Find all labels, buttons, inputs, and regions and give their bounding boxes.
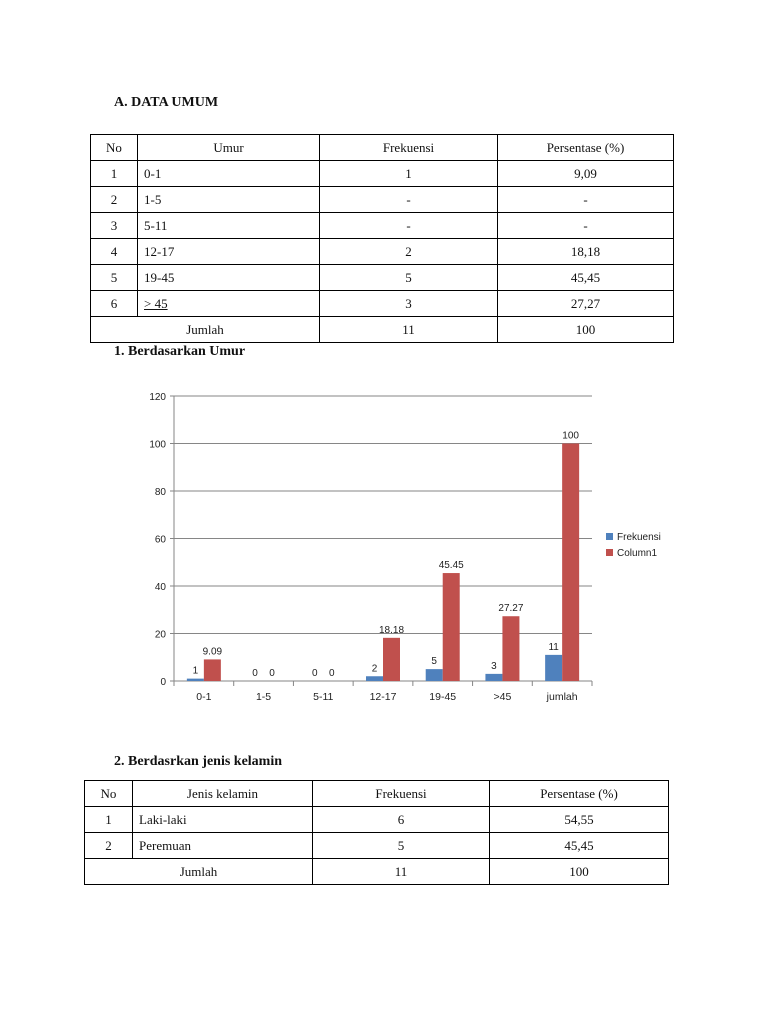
header-jenis-kelamin: Jenis kelamin	[133, 781, 313, 807]
bar-frekuensi	[187, 679, 204, 681]
legend-swatch	[606, 549, 613, 556]
cell-persentase: 18,18	[498, 239, 674, 265]
legend-label: Column1	[617, 548, 658, 559]
x-tick-label: 19-45	[429, 691, 457, 703]
y-tick-label: 120	[149, 392, 166, 403]
header-no: No	[85, 781, 133, 807]
cell-frekuensi: -	[320, 213, 498, 239]
cell-frekuensi: 5	[313, 833, 490, 859]
header-persentase: Persentase (%)	[498, 135, 674, 161]
header-no: No	[91, 135, 138, 161]
y-tick-label: 100	[149, 439, 166, 451]
data-label: 0	[252, 668, 258, 679]
cell-no: 4	[91, 239, 138, 265]
data-label: 18.18	[378, 624, 405, 636]
age-bar-chart	[140, 385, 680, 715]
cell-persentase: 45,45	[490, 833, 669, 859]
header-umur: Umur	[138, 135, 320, 161]
bar-column1	[502, 616, 519, 681]
cell-frekuensi: 6	[313, 807, 490, 833]
data-label: 9.09	[202, 646, 223, 658]
data-label: 100	[562, 430, 579, 442]
cell-umur: 1-5	[138, 187, 320, 213]
total-frekuensi: 11	[313, 859, 490, 885]
y-tick-label: 20	[154, 629, 166, 641]
cell-jenis-kelamin: Laki-laki	[133, 807, 313, 833]
table-row	[85, 833, 669, 859]
cell-umur: 5-11	[138, 213, 320, 239]
section-1-title: 1. Berdasarkan Umur	[114, 344, 246, 359]
legend-label: Frekuensi	[617, 532, 661, 543]
x-tick-label: 12-17	[369, 691, 397, 703]
bar-column1	[383, 638, 400, 681]
bar-column1	[562, 444, 579, 682]
cell-umur: 19-45	[138, 265, 320, 291]
total-frekuensi: 11	[320, 317, 498, 343]
data-label: 3	[491, 660, 497, 672]
table-row	[91, 239, 674, 265]
bar-frekuensi	[545, 655, 562, 681]
table-row	[91, 187, 674, 213]
header-frekuensi: Frekuensi	[313, 781, 490, 807]
y-tick-label: 60	[154, 534, 166, 546]
total-persentase: 100	[498, 317, 674, 343]
data-label: 0	[329, 668, 335, 679]
table-row	[91, 291, 674, 317]
y-tick-label: 0	[160, 677, 166, 688]
table-row	[91, 213, 674, 239]
table-total-row	[91, 317, 674, 343]
x-tick-label: 5-11	[313, 691, 334, 703]
section-a-title: A. DATA UMUM	[114, 95, 219, 110]
x-tick-label: jumlah	[546, 691, 578, 703]
data-label: 0	[312, 668, 318, 679]
cell-persentase: -	[498, 187, 674, 213]
cell-umur: 12-17	[138, 239, 320, 265]
gender-table	[84, 780, 669, 885]
cell-no: 2	[85, 833, 133, 859]
header-persentase: Persentase (%)	[490, 781, 669, 807]
bar-frekuensi	[485, 674, 502, 681]
cell-umur: > 45	[138, 291, 320, 317]
table-total-row	[85, 859, 669, 885]
data-label: 0	[269, 668, 275, 679]
table-header-row	[91, 135, 674, 161]
cell-no: 5	[91, 265, 138, 291]
data-label: 11	[548, 641, 559, 653]
cell-no: 3	[91, 213, 138, 239]
table-row	[91, 265, 674, 291]
bar-column1	[204, 659, 221, 681]
cell-persentase: 45,45	[498, 265, 674, 291]
x-tick-label: 0-1	[196, 691, 212, 703]
cell-persentase: 54,55	[490, 807, 669, 833]
section-2-title: 2. Berdasrkan jenis kelamin	[114, 754, 283, 769]
bar-frekuensi	[426, 669, 443, 681]
cell-persentase: 27,27	[498, 291, 674, 317]
bar-column1	[443, 573, 460, 681]
data-label: 2	[371, 663, 378, 675]
cell-frekuensi: -	[320, 187, 498, 213]
bar-frekuensi	[366, 676, 383, 681]
cell-no: 6	[91, 291, 138, 317]
x-tick-label: >45	[493, 691, 512, 703]
cell-umur: 0-1	[138, 161, 320, 187]
cell-frekuensi: 1	[320, 161, 498, 187]
y-tick-label: 80	[154, 487, 166, 498]
table-row	[85, 807, 669, 833]
cell-frekuensi: 2	[320, 239, 498, 265]
data-label: 5	[431, 656, 437, 668]
x-tick-label: 1-5	[255, 691, 272, 703]
total-persentase: 100	[490, 859, 669, 885]
header-frekuensi: Frekuensi	[320, 135, 498, 161]
total-label: Jumlah	[91, 317, 320, 343]
age-table	[90, 134, 674, 343]
cell-frekuensi: 3	[320, 291, 498, 317]
table-header-row	[85, 781, 669, 807]
table-row	[91, 161, 674, 187]
data-label: 27.27	[498, 603, 524, 615]
cell-no: 1	[85, 807, 133, 833]
cell-frekuensi: 5	[320, 265, 498, 291]
cell-jenis-kelamin: Peremuan	[133, 833, 313, 859]
cell-no: 2	[91, 187, 138, 213]
total-label: Jumlah	[85, 859, 313, 885]
cell-persentase: -	[498, 213, 674, 239]
y-tick-label: 40	[154, 582, 166, 593]
data-label: 1	[192, 665, 199, 677]
legend-swatch	[606, 533, 613, 540]
cell-no: 1	[91, 161, 138, 187]
data-label: 45.45	[438, 560, 464, 572]
cell-persentase: 9,09	[498, 161, 674, 187]
